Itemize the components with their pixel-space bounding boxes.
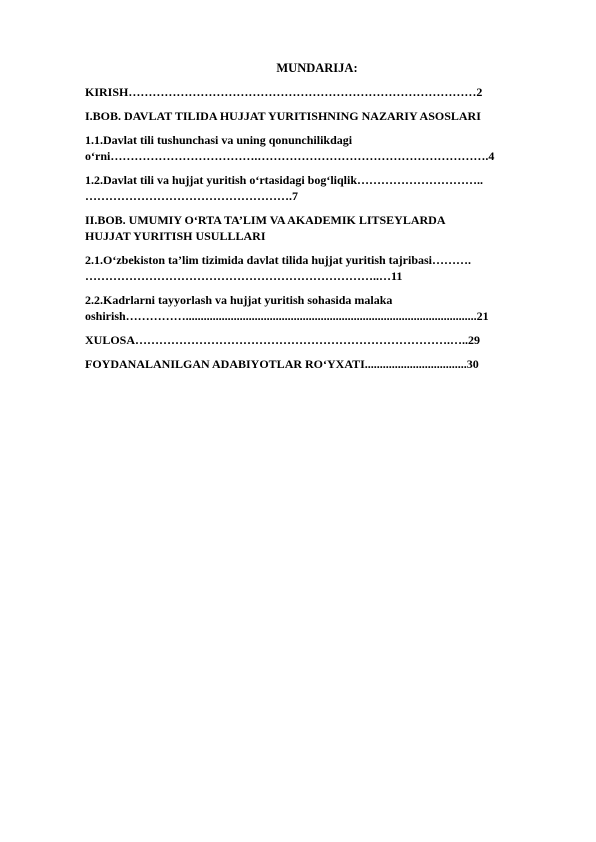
toc-entry-section-1-2 [85, 172, 549, 204]
toc-entry-xulosa [85, 332, 549, 348]
toc-entry-line: …………………………………………….7 [85, 189, 298, 203]
toc-entry-line: I.BOB. DAVLAT TILIDA HUJJAT YURITISHNING NAZARIY ASOSLARI [85, 109, 481, 123]
toc-entry-line: o‘rni……………………………….………………………………………………….4 [85, 149, 495, 163]
toc-entry-kirish [85, 84, 549, 100]
toc-entry-line: oshirish…………….................................................................................................21 [85, 309, 489, 323]
toc-entry-line: ………………………………………………………………..…11 [85, 269, 403, 283]
table-of-contents [85, 60, 549, 380]
toc-entry-line: II.BOB. UMUMIY O‘RTA TA’LIM VA AKADEMIK LITSEYLARDA [85, 213, 446, 227]
toc-entry-section-2-1 [85, 252, 549, 284]
toc-entry-line: KIRISH……………………………………………………………………………2 [85, 85, 483, 99]
toc-entry-chapter-1 [85, 108, 549, 124]
toc-entry-section-2-2 [85, 292, 549, 324]
toc-entry-line: XULOSA…………………………………………………………………….…..29 [85, 333, 481, 347]
toc-entry-line: HUJJAT YURITISH USULLLARI [85, 229, 266, 243]
toc-entry-references [85, 356, 549, 372]
toc-entry-line: 2.1.O‘zbekiston ta’lim tizimida davlat tilida hujjat yuritish tajribasi………. [85, 253, 472, 267]
toc-title: MUNDARIJA: [276, 61, 358, 75]
toc-entry-line: 2.2.Kadrlarni tayyorlash va hujjat yuritish sohasida malaka [85, 293, 393, 307]
toc-entry-line: 1.2.Davlat tili va hujjat yuritish o‘rtasidagi bog‘liqlik………………………….. [85, 173, 484, 187]
toc-entry-section-1-1 [85, 132, 549, 164]
toc-entry-line: 1.1.Davlat tili tushunchasi va uning qonunchilikdagi [85, 133, 353, 147]
toc-entry-chapter-2 [85, 212, 549, 244]
toc-entry-line: FOYDANALANILGAN ADABIYOTLAR RO‘YXATI..................................30 [85, 357, 479, 371]
